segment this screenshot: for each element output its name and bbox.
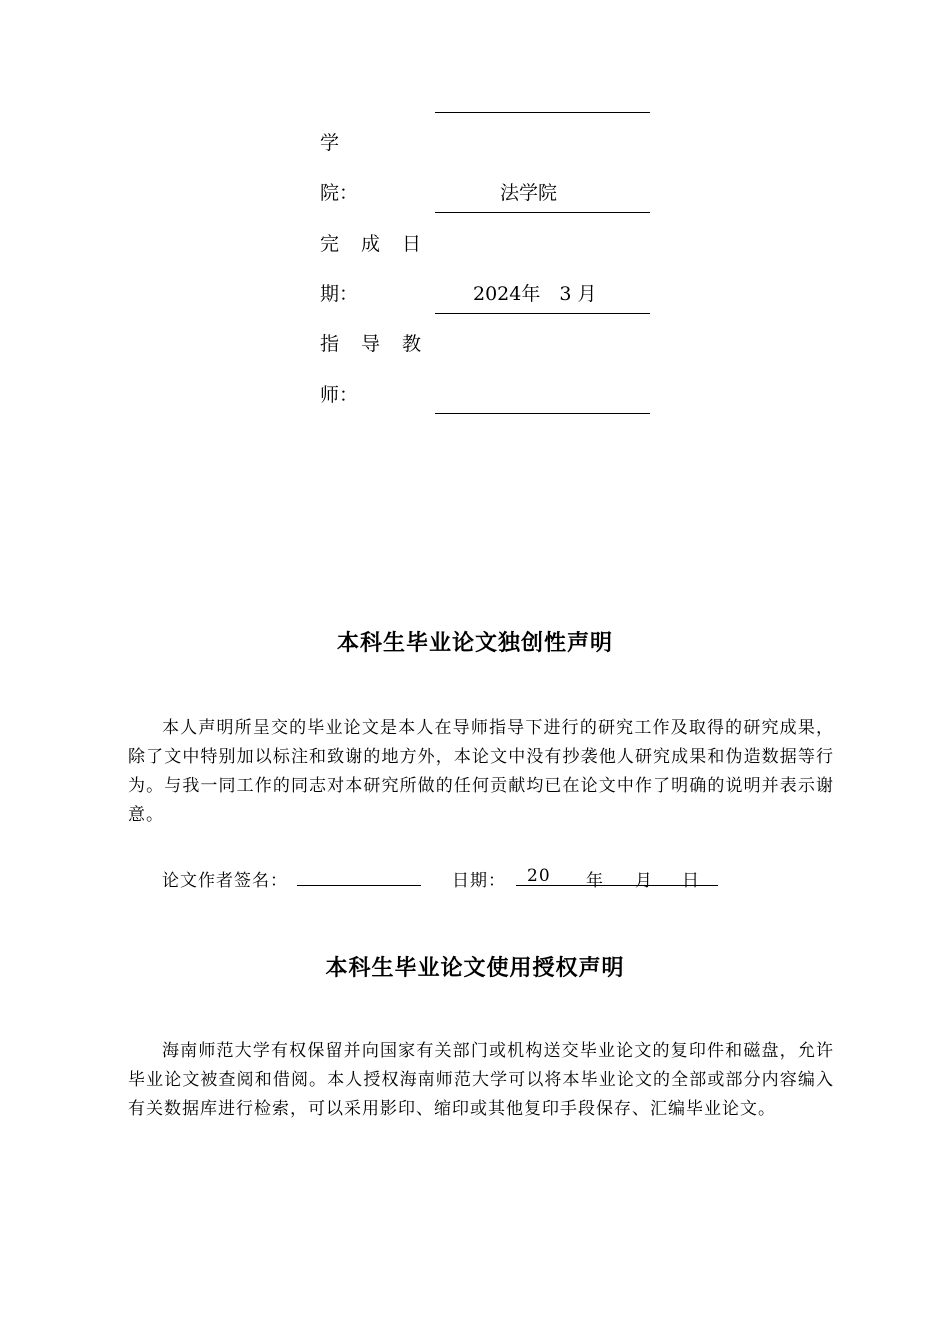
originality-body: 本人声明所呈交的毕业论文是本人在导师指导下进行的研究工作及取得的研究成果，除了文中特别加以标注和致谢的地方外，本论文中没有抄袭他人研究成果和伪造数据等行为。与我一同工作的同志对本研究所做的任何贡献均已在论文中作了明确的说明并表示谢意。 [128, 718, 834, 825]
date-label-line2: 期： [320, 283, 359, 305]
college-label-line2: 院： [320, 182, 359, 204]
date-year: 20 [527, 866, 551, 886]
authorization-title: 本科生毕业论文使用授权声明 [325, 956, 625, 981]
date-year-unit: 年 [586, 871, 604, 891]
date-underline [435, 313, 650, 314]
advisor-label-line1: 指导教 [320, 333, 444, 355]
college-label-line1: 学 [320, 132, 340, 154]
signature-line [297, 885, 421, 886]
originality-title: 本科生毕业论文独创性声明 [336, 631, 613, 656]
college-value: 法学院 [500, 182, 558, 204]
top-underline [435, 112, 650, 113]
college-underline [435, 212, 650, 213]
advisor-underline [435, 413, 650, 414]
date-label-line1: 完成日 [320, 233, 444, 255]
completion-date-value: 2024年 3 月 [473, 283, 597, 305]
advisor-label-line2: 师： [320, 384, 359, 406]
date-day-unit: 日 [682, 871, 700, 891]
date-label: 日期： [452, 871, 506, 891]
date-line [516, 885, 718, 886]
authorization-body: 海南师范大学有权保留并向国家有关部门或机构送交毕业论文的复印件和磁盘，允许毕业论文被查阅和借阅。本人授权海南师范大学可以将本毕业论文的全部或部分内容编入有关数据库进行检索，可以采用影印、缩印或其他复印手段保存、汇编毕业论文。 [128, 1041, 834, 1119]
date-month-unit: 月 [635, 871, 653, 891]
signature-label: 论文作者签名： [162, 871, 288, 891]
